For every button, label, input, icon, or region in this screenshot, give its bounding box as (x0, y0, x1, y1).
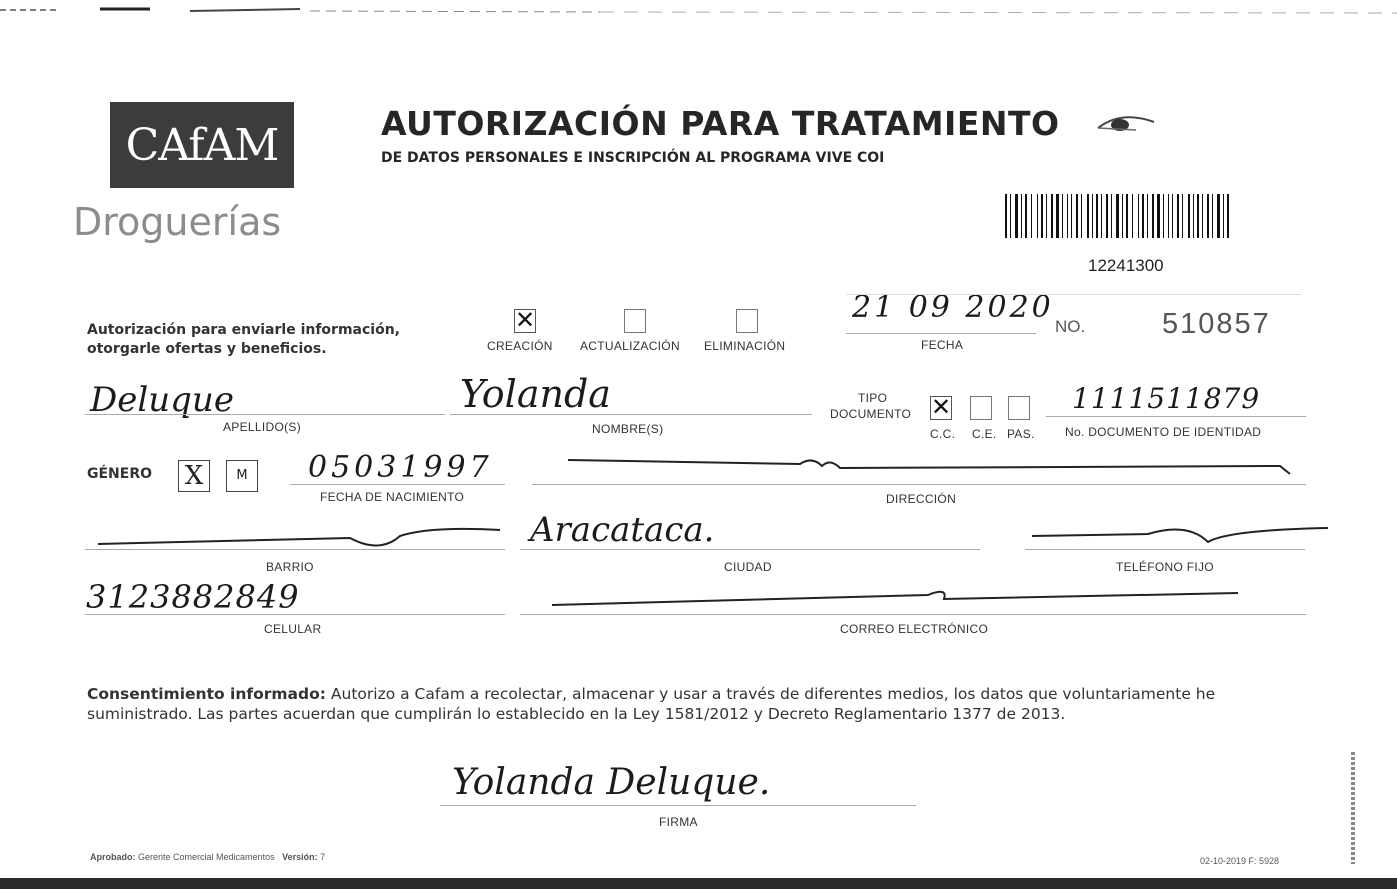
authorization-label: Autorización para enviarle información, otorgarle ofertas y beneficios. (87, 322, 400, 357)
direccion-label: DIRECCIÓN (886, 492, 957, 506)
scan-edge-marks (0, 0, 1397, 22)
checkbox-eliminacion[interactable] (736, 309, 758, 333)
correo-strike (548, 585, 1248, 613)
documento-number-label: No. DOCUMENTO DE IDENTIDAD (1065, 425, 1262, 439)
ciudad-label: CIUDAD (724, 560, 772, 574)
barrio-strike (90, 520, 510, 550)
telefono-strike (1028, 520, 1333, 550)
direccion-strike (560, 452, 1300, 482)
version-value: 7 (320, 852, 326, 862)
documento-label: DOCUMENTO (830, 407, 912, 421)
cafam-logo (110, 102, 294, 188)
aprobado-value: Gerente Comercial Medicamentos (138, 852, 275, 862)
cc-label: C.C. (930, 427, 956, 441)
checkbox-mark: ✕ (931, 393, 952, 421)
genero-option-m[interactable]: M (226, 460, 258, 492)
checkbox-mark: ✕ (515, 306, 536, 334)
side-printer-mark (1346, 748, 1360, 868)
checkbox-ce[interactable] (970, 396, 992, 420)
eye-icon (1096, 108, 1156, 134)
checkbox-creacion[interactable] (514, 306, 536, 334)
checkbox-actualizacion[interactable] (624, 309, 646, 333)
version-label: Versión: (282, 852, 318, 862)
genero-label: GÉNERO (87, 466, 153, 482)
barcode (1005, 194, 1229, 238)
consent-paragraph (87, 684, 1307, 724)
correo-label: CORREO ELECTRÓNICO (840, 622, 989, 636)
brand-subtitle: Droguerías (73, 200, 282, 244)
pas-label: PAS. (1007, 427, 1035, 441)
fecha-label: FECHA (921, 338, 964, 352)
tipo-label: TIPO (858, 391, 888, 405)
nombres-value[interactable]: Yolanda (460, 372, 611, 416)
apellidos-label: APELLIDO(S) (223, 420, 301, 434)
genero-option-f[interactable]: X (178, 460, 210, 492)
celular-label: CELULAR (264, 622, 322, 636)
aprobado-label: Aprobado: (90, 852, 136, 862)
barcode-number: 12241300 (1088, 256, 1164, 275)
celular-value[interactable]: 3123882849 (86, 578, 300, 616)
barrio-label: BARRIO (266, 560, 314, 574)
form-number: 510857 (1162, 308, 1271, 340)
footer-date-code: 02-10-2019 F: 5928 (1200, 856, 1280, 866)
apellidos-value[interactable]: Deluque (90, 380, 234, 420)
consent-title: Consentimiento informado: (87, 685, 326, 703)
scan-bottom-edge (0, 878, 1397, 889)
consent-text: Autorizo a Cafam a recolectar, almacenar y usar a través de diferentes medios, los datos que voluntariamente he suministrado. Las partes acuerdan que cumplirán lo establecido en la Ley 1581/2012 y Decreto Reglamentario 1377 de 2013. (87, 685, 1216, 723)
no-label: NO. (1055, 317, 1086, 336)
signature-value[interactable]: Yolanda Deluque. (452, 762, 771, 803)
ciudad-value[interactable]: Aracataca. (530, 510, 715, 550)
telefono-label: TELÉFONO FIJO (1116, 560, 1214, 574)
birth-label: FECHA DE NACIMIENTO (320, 490, 465, 504)
footer-approval (90, 852, 325, 862)
fecha-value[interactable]: 21 09 2020 (852, 290, 1054, 325)
option-creacion-label: CREACIÓN (487, 339, 553, 353)
logo-text: CAfAM (125, 119, 279, 171)
checkbox-cc[interactable] (930, 393, 952, 421)
signature-label: FIRMA (659, 815, 698, 829)
option-eliminacion-label: ELIMINACIÓN (704, 339, 786, 353)
nombres-label: NOMBRE(S) (592, 422, 664, 436)
ce-label: C.E. (972, 427, 997, 441)
documento-number-value[interactable]: 1111511879 (1072, 382, 1261, 415)
checkbox-pas[interactable] (1008, 396, 1030, 420)
birth-value[interactable]: 05031997 (308, 450, 493, 485)
option-actualizacion-label: ACTUALIZACIÓN (580, 339, 680, 353)
form-subtitle: DE DATOS PERSONALES E INSCRIPCIÓN AL PROGRAMA VIVE COI (381, 150, 885, 166)
form-title: AUTORIZACIÓN PARA TRATAMIENTO (381, 104, 1060, 143)
